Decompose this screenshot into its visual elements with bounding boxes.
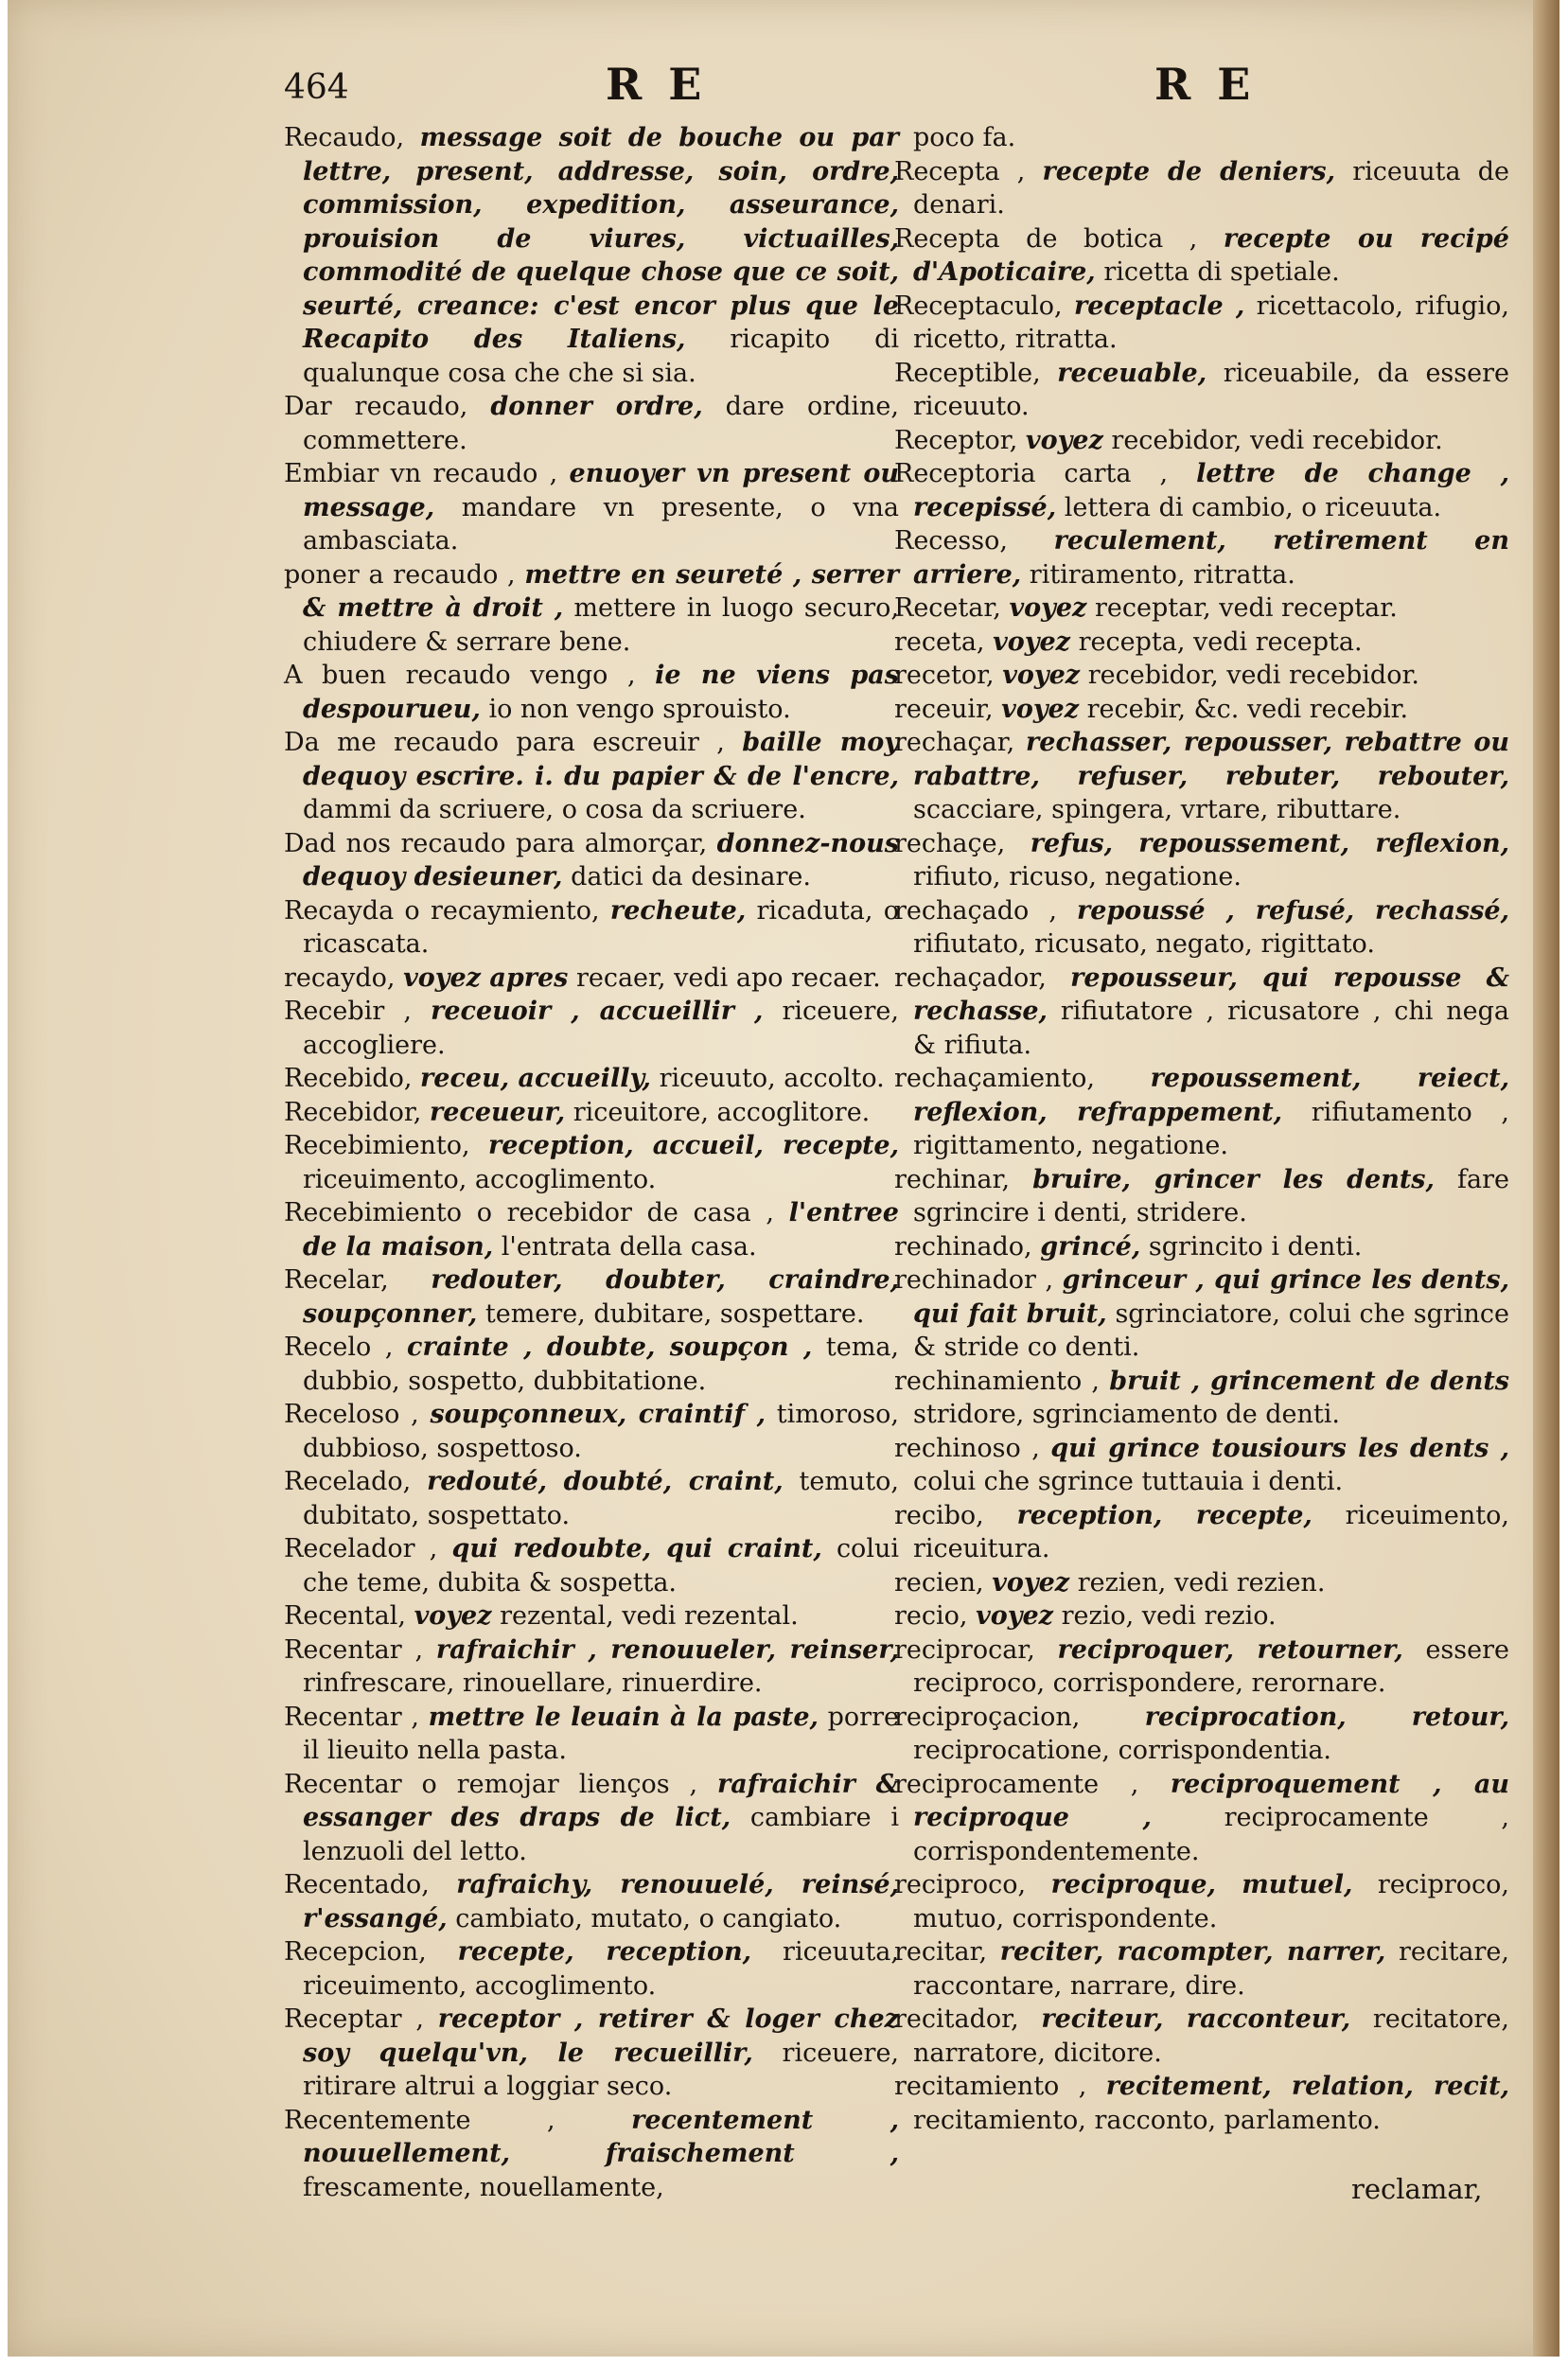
- headword: recien,: [894, 1567, 984, 1598]
- headword: recetor,: [894, 661, 995, 690]
- headword: recio,: [894, 1601, 968, 1631]
- headword: rechaçador,: [894, 962, 1047, 993]
- dictionary-entry: [894, 1163, 1509, 1230]
- dictionary-entry: [284, 1196, 899, 1263]
- french-gloss: receuoir , accueillir ,: [431, 997, 764, 1026]
- french-gloss: mettre le leuain à la paste,: [428, 1702, 819, 1732]
- dictionary-entry: [284, 995, 899, 1062]
- italian-gloss: rinfrescare, rinouellare, rinuerdire.: [303, 1669, 763, 1698]
- headword: Recentado,: [284, 1870, 430, 1899]
- headword: Recelo ,: [284, 1333, 394, 1362]
- italian-gloss: ricapito di qualunque cosa che che si sia.: [303, 325, 900, 388]
- french-gloss: receptacle ,: [1073, 291, 1245, 321]
- french-gloss: voyez: [976, 1601, 1053, 1631]
- dictionary-entry: [284, 1263, 899, 1331]
- italian-gloss: riceuitore, accoglitore.: [573, 1097, 871, 1127]
- dictionary-entry: [894, 155, 1509, 222]
- headword: Dar recaudo,: [284, 392, 468, 421]
- dictionary-entry: [284, 1331, 899, 1398]
- dictionary-entry: [894, 357, 1509, 424]
- italian-gloss: ricettacolo, rifugio, ricetto, ritratta.: [913, 291, 1509, 354]
- italian-gloss: recebidor, vedi recebidor.: [1111, 425, 1443, 455]
- italian-gloss: recitare, raccontare, narrare, dire.: [913, 1937, 1509, 2001]
- italian-gloss: recebidor, vedi recebidor.: [1087, 661, 1419, 690]
- italian-gloss: poco fa.: [913, 123, 1016, 152]
- dictionary-entry: [894, 2070, 1509, 2137]
- italian-gloss: rifiutato, ricusato, negato, rigittato.: [913, 929, 1375, 959]
- french-gloss: voyez: [993, 627, 1071, 657]
- italian-gloss: ritiramento, ritratta.: [1029, 559, 1295, 590]
- dictionary-entry: [284, 121, 899, 390]
- french-gloss: recepte, reception,: [457, 1937, 752, 1967]
- italian-gloss: colui che teme, dubita & sospetta.: [303, 1534, 899, 1598]
- french-gloss: reception, recepte,: [1016, 1500, 1313, 1530]
- headword: rechaçar,: [894, 728, 1015, 757]
- headword: rechaçamiento,: [894, 1064, 1096, 1093]
- headword: rechinamiento ,: [894, 1366, 1101, 1396]
- french-gloss: voyez: [414, 1601, 492, 1631]
- dictionary-entry: [894, 1263, 1509, 1365]
- french-gloss: grincé,: [1040, 1231, 1141, 1262]
- headword: Receloso ,: [284, 1400, 419, 1429]
- dictionary-entry: [894, 424, 1509, 458]
- headword: recitar,: [894, 1937, 988, 1967]
- italian-gloss: l'entrata della casa.: [501, 1231, 757, 1262]
- french-gloss: crainte , doubte, soupçon ,: [407, 1333, 813, 1362]
- french-gloss: voyez: [1002, 661, 1081, 690]
- italian-gloss: receptar, vedi receptar.: [1094, 593, 1398, 623]
- italian-gloss: riceuuto, accolto.: [659, 1064, 885, 1093]
- french-gloss: mettre en seureté , serrer & mettre à droit ,: [303, 559, 899, 623]
- page-number: 464: [284, 68, 349, 107]
- headword: rechinado,: [894, 1231, 1032, 1262]
- dictionary-entry: [894, 894, 1509, 962]
- italian-gloss: rezental, vedi rezental.: [500, 1601, 799, 1631]
- italian-gloss: recaer, vedi apo recaer.: [575, 962, 881, 993]
- french-gloss: grinceur , qui grince les dents, qui fait bruit,: [913, 1265, 1509, 1329]
- headword: recitamiento ,: [894, 2072, 1087, 2101]
- italian-gloss: mettere in luogo securo, chiudere & serrare bene.: [303, 593, 900, 657]
- italian-gloss: rifiuto, ricuso, negatione.: [913, 862, 1242, 892]
- italian-gloss: riceuimento, riceuitura.: [913, 1500, 1509, 1563]
- dictionary-entry: [894, 222, 1509, 290]
- dictionary-entry: [284, 1701, 899, 1768]
- italian-gloss: riceuuta de denari.: [913, 156, 1509, 220]
- french-gloss: qui redoubte, qui craint,: [451, 1534, 822, 1563]
- dictionary-entry: [894, 1868, 1509, 1935]
- dictionary-entry: [284, 726, 899, 827]
- french-gloss: voyez: [1025, 425, 1103, 455]
- italian-gloss: io non vengo sprouisto.: [488, 694, 791, 724]
- french-gloss: baille moy dequoy escrire. i. du papier & de l'encre,: [303, 728, 899, 791]
- headword: Recelador ,: [284, 1534, 438, 1563]
- headword: Receptaculo,: [894, 291, 1063, 321]
- italian-gloss: reciproco, mutuo, corrispondente.: [913, 1870, 1509, 1933]
- dictionary-entry: [284, 962, 899, 996]
- italian-gloss: reciprocatione, corrispondentia.: [913, 1736, 1332, 1765]
- headword: Embiar vn recaudo ,: [284, 459, 558, 488]
- headword: Recepcion,: [284, 1937, 427, 1967]
- italian-gloss: ricaduta, o ricascata.: [303, 895, 900, 959]
- dictionary-entry: [284, 1062, 899, 1096]
- french-gloss: ie ne viens pas despourueu,: [303, 661, 899, 724]
- french-gloss: rafraichir , renouueler, reinser,: [435, 1634, 899, 1665]
- dictionary-entry: [894, 1701, 1509, 1768]
- dictionary-entry: [894, 1566, 1509, 1600]
- french-gloss: reciteur, racconteur,: [1041, 2004, 1351, 2034]
- dictionary-entry: [284, 1129, 899, 1196]
- french-gloss: donnez-nous dequoy desieuner,: [303, 828, 899, 892]
- french-gloss: reciproquement , au reciproque ,: [913, 1769, 1510, 1832]
- italian-gloss: temere, dubitare, sospettare.: [484, 1298, 865, 1329]
- italian-gloss: rezien, vedi rezien.: [1077, 1567, 1326, 1598]
- french-gloss: qui grince tousiours les dents ,: [1050, 1433, 1510, 1463]
- headword: Da me recaudo para escreuir ,: [284, 728, 725, 757]
- headword: Recentar o remojar lienços ,: [284, 1769, 698, 1799]
- french-gloss: rechasser, repousser, rebattre ou rabattre, refuser, rebuter, rebouter,: [913, 728, 1509, 791]
- italian-gloss: porre il lieuito nella pasta.: [303, 1702, 899, 1765]
- french-gloss: reciprocation, retour,: [1144, 1702, 1509, 1732]
- headword: Recelar,: [284, 1265, 389, 1295]
- french-gloss: lettre de change , recepissé,: [913, 459, 1509, 522]
- dictionary-entry: [284, 1599, 899, 1633]
- italian-gloss: timoroso, dubbioso, sospettoso.: [303, 1400, 899, 1463]
- italian-gloss: riceuuta, riceuimento, accoglimento.: [303, 1937, 899, 2001]
- italian-gloss: scacciare, spingera, vrtare, ributtare.: [913, 795, 1401, 824]
- dictionary-entry: [284, 659, 899, 726]
- dictionary-entry: [894, 626, 1509, 660]
- french-gloss: voyez apres: [403, 962, 569, 993]
- right-column: [894, 121, 1509, 2137]
- french-gloss: l'entree de la maison,: [303, 1198, 899, 1262]
- italian-gloss: recepta, vedi recepta.: [1078, 627, 1363, 657]
- headword: poner a recaudo ,: [284, 559, 516, 590]
- headword: Dad nos recaudo para almorçar,: [284, 828, 708, 858]
- dictionary-entry: [894, 592, 1509, 626]
- french-gloss: redouté, doubté, craint,: [427, 1467, 784, 1496]
- french-gloss: recheute,: [609, 895, 747, 926]
- headword: Recentar ,: [284, 1634, 424, 1665]
- french-gloss: reciproque, mutuel,: [1050, 1870, 1353, 1899]
- left-running-head: R E: [606, 59, 708, 110]
- italian-gloss: frescamente, nouellamente,: [303, 2172, 664, 2202]
- dictionary-entry: [894, 2003, 1509, 2070]
- headword: Recaudo,: [284, 123, 405, 152]
- italian-gloss: dammi da scriuere, o cosa da scriuere.: [303, 795, 806, 824]
- headword: reciproco,: [894, 1870, 1027, 1899]
- headword: Receptor,: [894, 425, 1018, 455]
- dictionary-entry: [284, 1935, 899, 2003]
- headword: Recayda o recaymiento,: [284, 895, 600, 926]
- right-running-head: R E: [1154, 59, 1257, 110]
- french-gloss: recitement, relation, recit,: [1105, 2072, 1509, 2101]
- dictionary-entry: [894, 524, 1509, 592]
- dictionary-entry: [894, 457, 1509, 524]
- book-spine-edge: [1533, 0, 1559, 2357]
- left-column: [284, 121, 899, 2204]
- french-gloss: voyez: [1009, 593, 1087, 623]
- dictionary-entry: [894, 1935, 1509, 2003]
- french-gloss: reception, accueil, recepte,: [487, 1131, 899, 1160]
- dictionary-entry: [894, 726, 1509, 827]
- italian-gloss: dare ordine, commettere.: [303, 392, 899, 455]
- catchword: reclamar,: [1351, 2173, 1483, 2205]
- italian-gloss: recitatore, narratore, dicitore.: [913, 2004, 1509, 2068]
- dictionary-entry: [894, 1432, 1509, 1499]
- french-gloss: bruire, grincer les dents,: [1032, 1164, 1435, 1194]
- italian-gloss: cambiare i lenzuoli del letto.: [303, 1803, 899, 1866]
- dictionary-entry: [894, 121, 1509, 155]
- headword: rechinador ,: [894, 1265, 1054, 1295]
- headword: Recesso,: [894, 526, 1008, 556]
- dictionary-entry: [894, 290, 1509, 357]
- headword: Recebidor,: [284, 1097, 422, 1127]
- headword: recitador,: [894, 2004, 1019, 2034]
- headword: rechinar,: [894, 1164, 1011, 1194]
- headword: receuir,: [894, 694, 994, 724]
- headword: Recebimiento o recebidor de casa ,: [284, 1198, 774, 1227]
- headword: A buen recaudo vengo ,: [284, 661, 636, 690]
- french-gloss: voyez: [1001, 694, 1080, 724]
- dictionary-entry: [284, 1633, 899, 1701]
- headword: reciproçacion,: [894, 1702, 1081, 1732]
- italian-gloss: sgrincito i denti.: [1148, 1231, 1363, 1262]
- french-gloss: receueur,: [429, 1097, 566, 1127]
- dictionary-entry: [894, 1230, 1509, 1264]
- dictionary-entry: [894, 1499, 1509, 1566]
- italian-gloss: riceuimento, accoglimento.: [303, 1164, 657, 1194]
- italian-gloss: sgrinciatore, colui che sgrince & stride co denti.: [913, 1298, 1509, 1362]
- italian-gloss: ricetta di spetiale.: [1103, 257, 1340, 287]
- french-gloss: message soit de bouche ou par lettre, present, addresse, soin, ordre, commission, expedition, asseurance, prouision de viures, victuailles, commodité de quelque chose que ce soit, seurté, creance: c'est encor plus que le Recapito des Italiens,: [303, 123, 899, 354]
- italian-gloss: riceuabile, da essere riceuuto.: [913, 358, 1510, 421]
- headword: receta,: [894, 627, 985, 657]
- french-gloss: receu, accueilly,: [420, 1064, 651, 1093]
- french-gloss: repousseur, qui repousse & rechasse,: [913, 962, 1509, 1026]
- headword: Receptible,: [894, 358, 1041, 388]
- french-gloss: reciproquer, retourner,: [1057, 1634, 1403, 1665]
- dictionary-entry: [894, 659, 1509, 693]
- french-gloss: refus, repoussement, reflexion,: [1030, 828, 1509, 858]
- headword: Recebido,: [284, 1064, 413, 1093]
- dictionary-entry: [284, 1465, 899, 1532]
- dictionary-entry: [894, 827, 1509, 894]
- dictionary-entry: [894, 1599, 1509, 1633]
- french-gloss: rafraichy, renouuelé, reinsé, r'essangé,: [303, 1870, 899, 1933]
- french-gloss: voyez: [992, 1567, 1070, 1598]
- headword: Recepta de botica ,: [894, 223, 1198, 254]
- headword: Recebimiento,: [284, 1131, 470, 1160]
- french-gloss: redouter, doubter, craindre, soupçonner,: [303, 1265, 899, 1329]
- italian-gloss: rifiutatore , ricusatore , chi nega & rifiuta.: [913, 997, 1509, 1060]
- french-gloss: rafraichir & essanger des draps de lict,: [303, 1769, 900, 1832]
- dictionary-entry: [894, 1768, 1509, 1869]
- headword: Recetar,: [894, 593, 1001, 623]
- headword: Recental,: [284, 1601, 406, 1631]
- italian-gloss: rifiutamento , rigittamento, negatione.: [913, 1097, 1509, 1160]
- headword: Recentemente ,: [284, 2105, 555, 2135]
- headword: Recentar ,: [284, 1702, 419, 1732]
- headword: Recepta ,: [894, 156, 1026, 186]
- dictionary-entry: [284, 1768, 899, 1869]
- french-gloss: donner ordre,: [490, 392, 703, 421]
- dictionary-entry: [284, 1868, 899, 1935]
- french-gloss: repoussement, reiect, reflexion, refrappement,: [913, 1064, 1509, 1127]
- dictionary-entry: [284, 1398, 899, 1465]
- french-gloss: soupçonneux, craintif ,: [430, 1400, 766, 1429]
- italian-gloss: riceuere, accogliere.: [303, 997, 899, 1060]
- italian-gloss: recitamiento, racconto, parlamento.: [913, 2105, 1381, 2135]
- italian-gloss: lettera di cambio, o riceuuta.: [1064, 492, 1442, 522]
- headword: recibo,: [894, 1500, 984, 1530]
- headword: recaydo,: [284, 962, 396, 993]
- headword: Receptar ,: [284, 2004, 424, 2034]
- french-gloss: reciter, racompter, narrer,: [999, 1937, 1386, 1967]
- dictionary-entry: [894, 1062, 1509, 1163]
- french-gloss: bruit , grincement de dents: [1109, 1366, 1509, 1396]
- headword: Receptoria carta ,: [894, 459, 1169, 488]
- headword: reciprocar,: [894, 1634, 1035, 1665]
- dictionary-entry: [284, 827, 899, 894]
- french-gloss: reculement, retirement en arriere,: [913, 526, 1509, 590]
- headword: rechaçado ,: [894, 895, 1057, 926]
- dictionary-entry: [284, 1532, 899, 1599]
- italian-gloss: essere reciproco, corrispondere, rerornare.: [913, 1634, 1509, 1698]
- page-header: [284, 55, 1514, 121]
- french-gloss: recentement , nouuellement, fraischement ,: [303, 2105, 899, 2168]
- french-gloss: recepte de deniers,: [1042, 156, 1336, 186]
- italian-gloss: recebir, &c. vedi recebir.: [1086, 694, 1409, 724]
- italian-gloss: reciprocamente , corrispondentemente.: [913, 1803, 1509, 1866]
- french-gloss: receptor , retirer & loger chez soy quelqu'vn, le recueillir,: [303, 2004, 899, 2068]
- italian-gloss: datici da desinare.: [571, 862, 811, 892]
- dictionary-entry: [284, 2003, 899, 2104]
- italian-gloss: temuto, dubitato, sospettato.: [303, 1467, 899, 1530]
- dictionary-entry: [894, 1365, 1509, 1432]
- french-gloss: recepte ou recipé d'Apoticaire,: [913, 223, 1509, 287]
- dictionary-entry: [284, 2104, 899, 2205]
- headword: rechinoso ,: [894, 1433, 1040, 1463]
- dictionary-entry: [284, 894, 899, 962]
- italian-gloss: rezio, vedi rezio.: [1061, 1601, 1277, 1631]
- headword: reciprocamente ,: [894, 1769, 1139, 1799]
- italian-gloss: colui che sgrince tuttauia i denti.: [913, 1467, 1344, 1496]
- headword: Recebir ,: [284, 997, 412, 1026]
- headword: Recelado,: [284, 1467, 412, 1496]
- dictionary-entry: [284, 390, 899, 457]
- dictionary-entry: [284, 1096, 899, 1130]
- dictionary-entry: [894, 962, 1509, 1063]
- italian-gloss: stridore, sgrinciamento de denti.: [913, 1400, 1340, 1429]
- italian-gloss: mandare vn presente, o vna ambasciata.: [303, 492, 899, 556]
- french-gloss: receuable,: [1057, 358, 1207, 388]
- italian-gloss: fare sgrincire i denti, stridere.: [913, 1164, 1509, 1227]
- dictionary-entry: [284, 558, 899, 660]
- french-gloss: repoussé , refusé, rechassé,: [1077, 895, 1509, 926]
- italian-gloss: riceuere, ritirare altrui a loggiar seco.: [303, 2038, 900, 2101]
- italian-gloss: tema, dubbio, sospetto, dubbitatione.: [303, 1333, 900, 1396]
- headword: rechaçe,: [894, 828, 1006, 858]
- italian-gloss: cambiato, mutato, o cangiato.: [455, 1903, 842, 1933]
- dictionary-entry: [894, 1633, 1509, 1701]
- dictionary-entry: [284, 457, 899, 558]
- french-gloss: enuoyer vn present ou message,: [303, 459, 899, 522]
- dictionary-entry: [894, 693, 1509, 727]
